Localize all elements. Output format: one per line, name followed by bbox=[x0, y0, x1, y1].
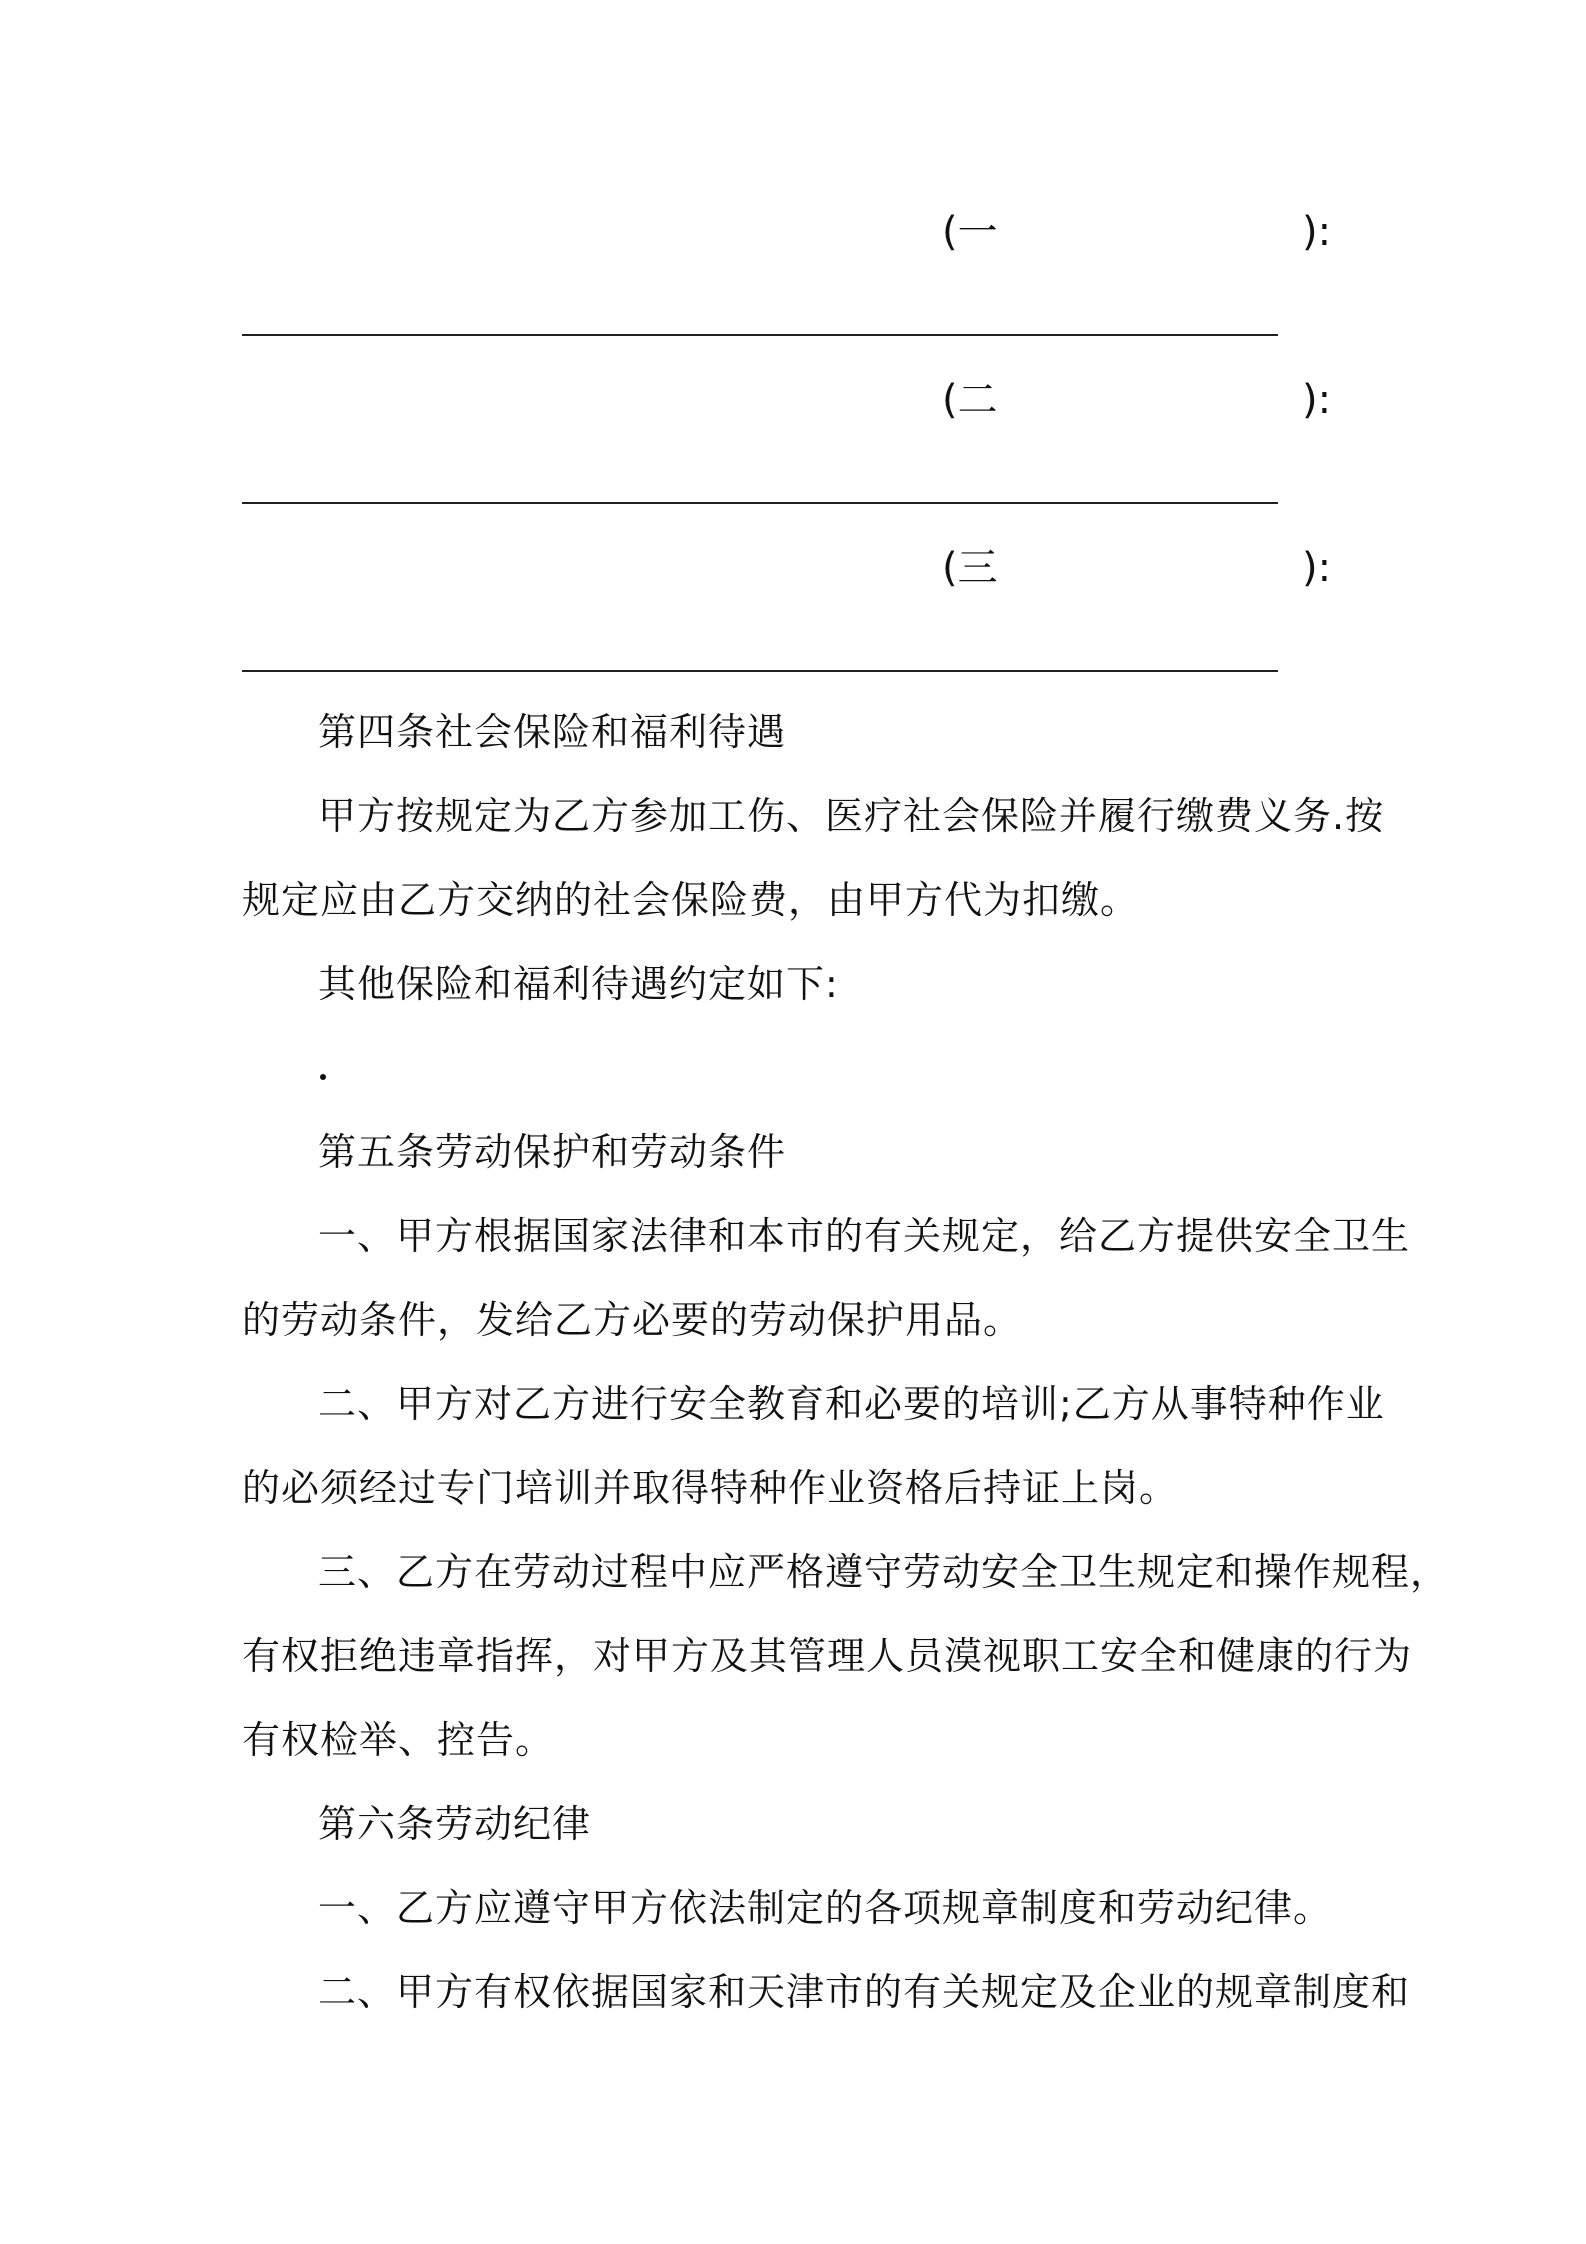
article5-item1-line1: 一、甲方根据国家法律和本市的有关规定，给乙方提供安全卫生 bbox=[318, 1214, 1411, 1258]
fill-line-1 bbox=[242, 334, 1278, 336]
article5-item3-line3: 有权检举、控告。 bbox=[242, 1718, 555, 1762]
article5-item2-line2: 的必须经过专门培训并取得特种作业资格后持证上岗。 bbox=[242, 1466, 1179, 1510]
blank-item-3-close: ): bbox=[1302, 545, 1332, 591]
article4-paragraph1-line2: 规定应由乙方交纳的社会保险费，由甲方代为扣缴。 bbox=[242, 878, 1140, 922]
placeholder-dot bbox=[320, 1074, 326, 1080]
fill-line-3 bbox=[242, 670, 1278, 672]
blank-item-2-close: ): bbox=[1302, 377, 1332, 423]
article5-item3-line1: 三、乙方在劳动过程中应严格遵守劳动安全卫生规定和操作规程， bbox=[318, 1550, 1450, 1594]
article4-paragraph1-line1: 甲方按规定为乙方参加工伤、医疗社会保险并履行缴费义务.按 bbox=[318, 794, 1385, 838]
blank-item-3-open: (三 bbox=[942, 545, 998, 591]
article5-item1-line2: 的劳动条件，发给乙方必要的劳动保护用品。 bbox=[242, 1298, 1023, 1342]
blank-item-2-open: (二 bbox=[942, 377, 998, 423]
fill-line-2 bbox=[242, 502, 1278, 504]
article5-item2-line1: 二、甲方对乙方进行安全教育和必要的培训;乙方从事特种作业 bbox=[318, 1382, 1385, 1426]
blank-item-1-open: (一 bbox=[942, 209, 998, 255]
article4-paragraph2: 其他保险和福利待遇约定如下: bbox=[318, 962, 839, 1006]
article6-item2-line1: 二、甲方有权依据国家和天津市的有关规定及企业的规章制度和 bbox=[318, 1970, 1411, 2014]
article6-heading: 第六条劳动纪律 bbox=[318, 1802, 592, 1846]
article5-heading: 第五条劳动保护和劳动条件 bbox=[318, 1130, 787, 1174]
blank-item-1-close: ): bbox=[1302, 209, 1332, 255]
article6-item1: 一、乙方应遵守甲方依法制定的各项规章制度和劳动纪律。 bbox=[318, 1886, 1333, 1930]
article4-heading: 第四条社会保险和福利待遇 bbox=[318, 710, 787, 754]
article5-item3-line2: 有权拒绝违章指挥，对甲方及其管理人员漠视职工安全和健康的行为 bbox=[242, 1634, 1413, 1678]
